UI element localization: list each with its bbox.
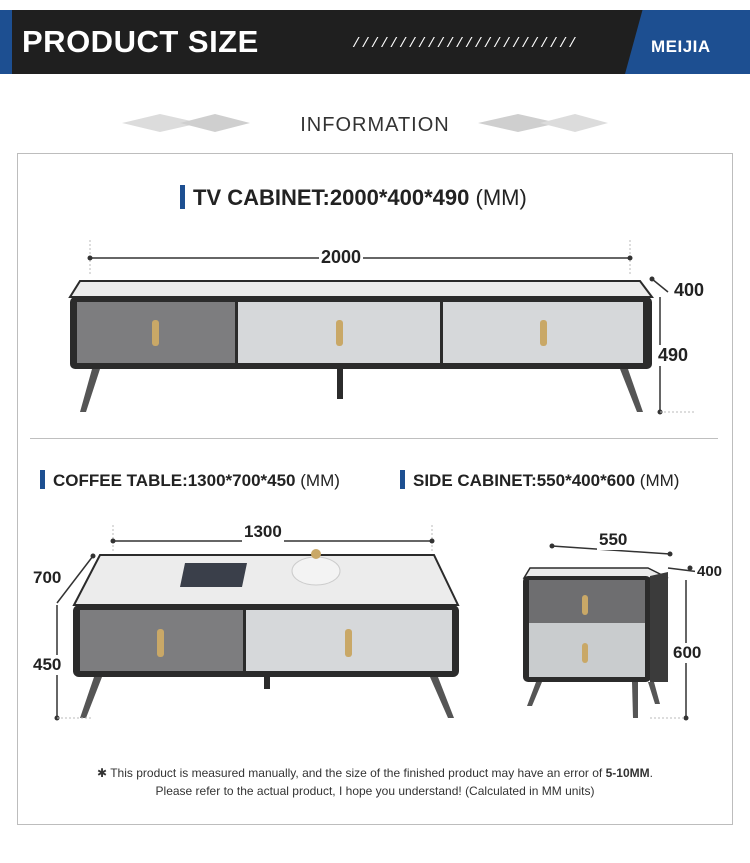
coffee-table-unit: (MM) bbox=[300, 471, 340, 490]
title-accent-bar bbox=[180, 185, 185, 209]
coffee-width-label: 1300 bbox=[244, 522, 282, 541]
coffee-height-label: 450 bbox=[33, 655, 62, 674]
note-end: . bbox=[649, 766, 653, 780]
note-error-range: 5-10MM bbox=[605, 766, 650, 780]
tv-cabinet-label: TV CABINET:2000*400*490 bbox=[193, 185, 470, 210]
measurement-note bbox=[0, 766, 750, 780]
header-stripes: //////////////////////// bbox=[352, 36, 578, 52]
tv-height-label: 490 bbox=[658, 345, 689, 365]
side-width-label: 550 bbox=[599, 530, 628, 549]
side-cabinet-title bbox=[400, 471, 679, 491]
side-cabinet-unit: (MM) bbox=[639, 471, 680, 490]
side-depth-label: 400 bbox=[697, 563, 723, 580]
side-cabinet-label: SIDE CABINET:550*400*600 bbox=[413, 471, 636, 490]
coffee-table-title bbox=[40, 471, 340, 491]
note-text: ✱ This product is measured manually, and the size of the finished product may have an error of bbox=[97, 766, 606, 780]
section-divider bbox=[30, 438, 718, 439]
title-accent-bar bbox=[400, 470, 405, 489]
title-accent-bar bbox=[40, 470, 45, 489]
coffee-table-label: COFFEE TABLE:1300*700*450 bbox=[53, 471, 296, 490]
coffee-depth-label: 700 bbox=[33, 568, 62, 587]
tv-depth-label: 400 bbox=[674, 280, 705, 300]
brand-name: MEIJIA bbox=[651, 37, 711, 56]
measurement-note-2: Please refer to the actual product, I hope you understand! (Calculated in MM units) bbox=[155, 784, 595, 798]
tv-cabinet-unit: (MM) bbox=[475, 185, 527, 210]
tv-width-label: 2000 bbox=[321, 247, 362, 267]
page-title: PRODUCT SIZE bbox=[22, 24, 259, 59]
information-heading: INFORMATION bbox=[300, 114, 450, 136]
side-height-label: 600 bbox=[673, 643, 702, 662]
tv-cabinet-title bbox=[180, 185, 527, 211]
